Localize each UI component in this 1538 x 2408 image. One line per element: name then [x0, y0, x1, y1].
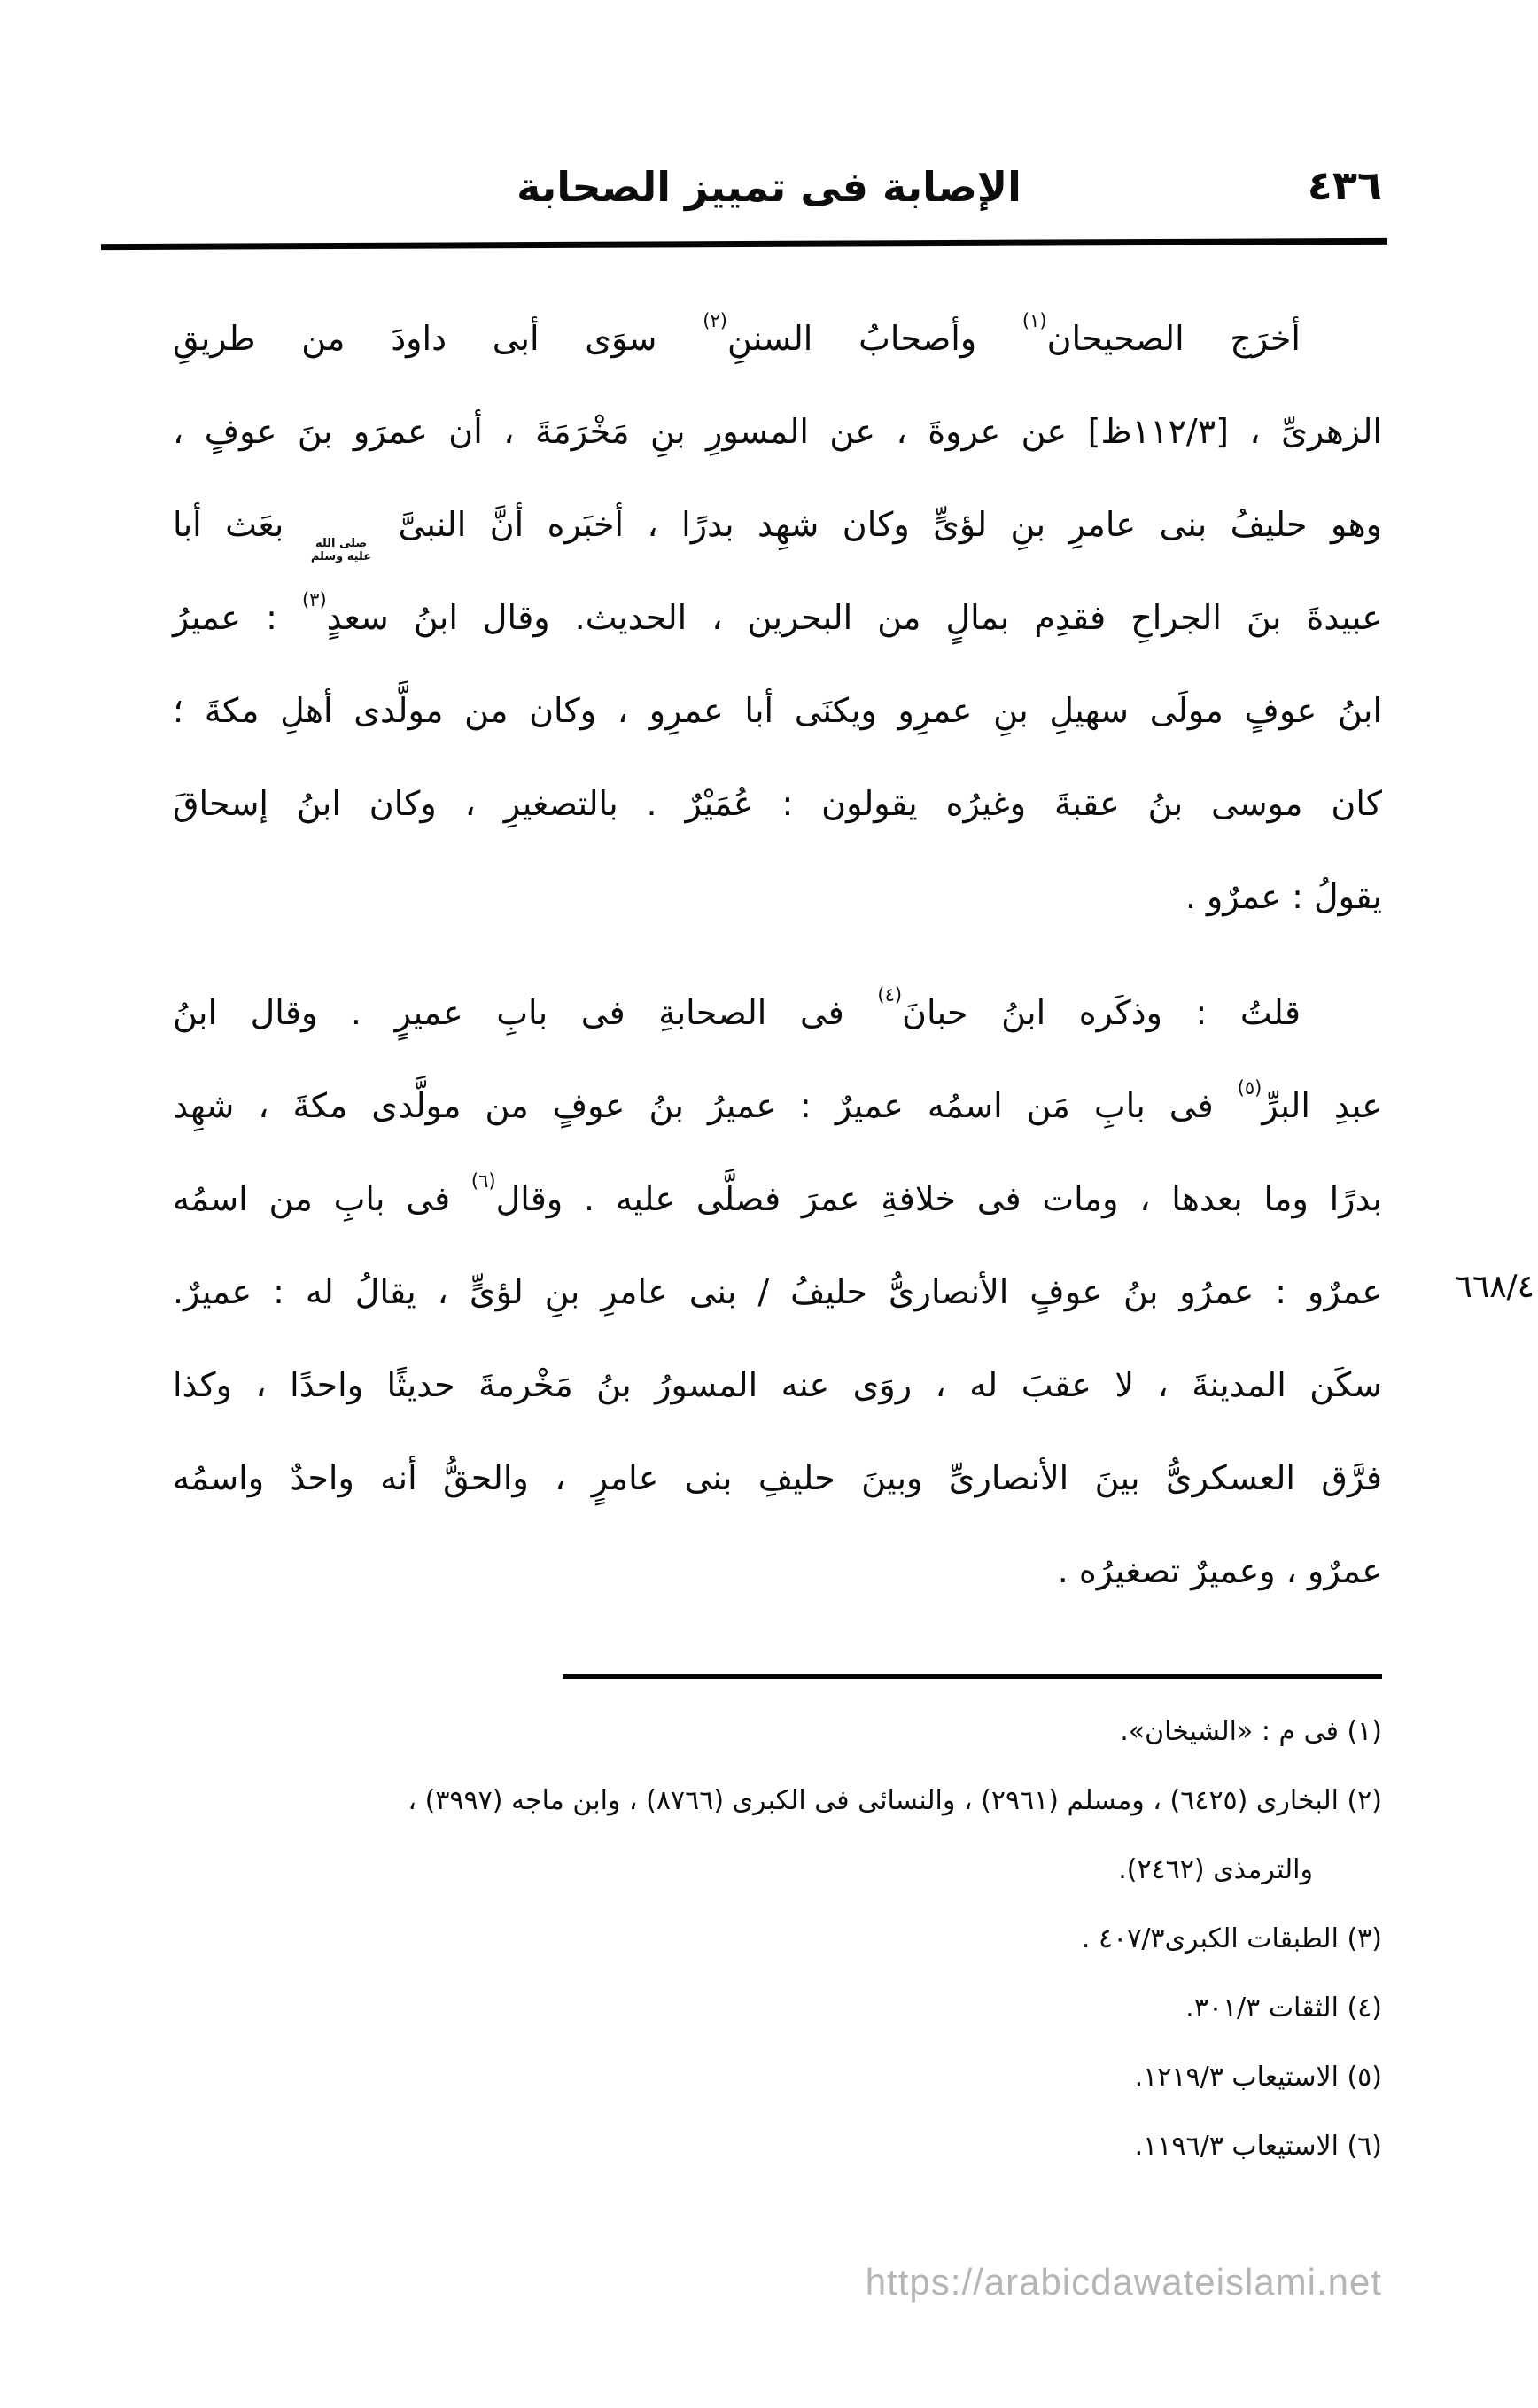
paragraph: [173, 967, 1382, 1618]
text-run: فى بابِ من اسمُه: [173, 1179, 471, 1218]
book-title-header: الإصابة فى تمييز الصحابة: [517, 163, 1021, 211]
body-line: [173, 1525, 1382, 1618]
footnote-marker: (٥): [1237, 1077, 1262, 1099]
text-run: الزهرىِّ ، [١١٢/٣ظ] عن عروةَ ، عن المسورِ بنِ مَخْرَمَةَ ، أن عمرَو بنَ عوفٍ ،: [173, 412, 1382, 451]
text-run: فرَّق العسكرىُّ بينَ الأنصارىِّ وبينَ حليفِ بنى عامرٍ ، والحقُّ أنه واحدٌ واسمُه: [173, 1458, 1382, 1497]
body-line: [173, 1246, 1382, 1339]
body-line: [173, 1060, 1382, 1153]
footnote-line: (٤) الثقات ٣٠١/٣.: [1185, 1992, 1382, 2023]
footnote-line: (٥) الاستيعاب ١٢١٩/٣.: [1134, 2062, 1382, 2093]
footnote-line: (١) فى م : «الشيخان».: [1120, 1716, 1382, 1747]
body-line: [173, 664, 1382, 757]
paragraph: [173, 292, 1382, 944]
body-text: [173, 292, 1382, 1618]
body-line: [173, 292, 1382, 385]
footnote-line: (٦) الاستيعاب ١١٩٦/٣.: [1134, 2131, 1382, 2162]
body-line: [173, 757, 1382, 851]
text-run: بعَث أبا: [173, 505, 307, 544]
text-run: فى الصحابةِ فى بابِ عميرٍ . وقال ابنُ: [173, 993, 878, 1032]
text-run: أخرَج الصحيحان: [1046, 319, 1301, 358]
body-line: [173, 1432, 1382, 1525]
page-number: ٤٣٦: [1307, 161, 1382, 209]
text-run: ابنُ عوفٍ مولَى سهيلِ بنِ عمرِو ويكنَى أبا عمرِو ، وكان من مولَّدى أهلِ مكةَ ؛: [173, 691, 1382, 730]
text-run: كان موسى بنُ عقبةَ وغيرُه يقولون : عُمَيْرٌ . بالتصغيرِ ، وكان ابنُ إسحاقَ: [173, 784, 1382, 823]
footnote-marker: (٦): [470, 1170, 496, 1192]
footnote-separator-rule: [563, 1674, 1382, 1679]
footnote-line: (٢) البخارى (٦٤٢٥) ، ومسلم (٢٩٦١) ، والنسائى فى الكبرى (٨٧٦٦) ، وابن ماجه (٣٩٩٧) ،: [408, 1785, 1382, 1816]
text-run: يقولُ : عمرٌو .: [1185, 877, 1382, 916]
text-run: فى بابِ مَن اسمُه عميرٌ : عميرُ بنُ عوفٍ من مولَّدى مكةَ ، شهِد: [173, 1086, 1238, 1125]
body-line: [173, 385, 1382, 478]
text-run: عمرٌو : عمرُو بنُ عوفٍ الأنصارىُّ حليفُ / بنى عامرِ بنِ لؤىٍّ ، يقالُ له : عميرٌ.: [173, 1272, 1382, 1311]
footnote-marker: (١): [1021, 310, 1047, 331]
body-line: [173, 967, 1382, 1060]
text-run: عمرٌو ، وعميرٌ تصغيرُه .: [1057, 1551, 1382, 1590]
footnote-line: (٣) الطبقات الكبرى٤٠٧/٣ .: [1081, 1923, 1382, 1954]
body-line: [173, 1339, 1382, 1432]
text-run: قلتُ : وذكَره ابنُ حبانَ: [902, 993, 1301, 1032]
footnote-marker: (٢): [703, 310, 727, 331]
body-line: [173, 851, 1382, 944]
text-run: سكَن المدينةَ ، لا عقبَ له ، روَى عنه المسورُ بنُ مَخْرمةَ حديثًا واحدًا ، وكذا: [173, 1365, 1382, 1404]
salla-allahu-alayhi-wa-sallam-symbol: صلى الله عليه وسلم: [310, 537, 372, 563]
body-line: [173, 478, 1382, 571]
body-line: [173, 571, 1382, 664]
text-run: وأصحابُ السننِ: [726, 319, 1022, 358]
text-run: سوَى أبى داودَ من طريقِ: [173, 319, 703, 358]
text-run: بدرًا وما بعدها ، ومات فى خلافةِ عمرَ فصلَّى عليه . وقال: [495, 1179, 1382, 1218]
footnotes: [159, 1697, 1382, 2181]
body-line: [173, 1153, 1382, 1246]
text-run: عبدِ البرِّ: [1262, 1086, 1382, 1125]
text-run: عبيدةَ بنَ الجراحِ فقدِم بمالٍ من البحرين ، الحديث. وقال ابنُ سعدٍ: [326, 598, 1382, 637]
footnote-marker: (٤): [877, 984, 903, 1006]
text-run: وهو حليفُ بنى عامرِ بنِ لؤىٍّ وكان شهِد بدرًا ، أخبَره أنَّ النبىَّ: [375, 505, 1383, 544]
text-run: : عميرُ: [173, 598, 302, 637]
watermark-url: https://arabicdawateislami.net: [865, 2261, 1382, 2303]
footnote-marker: (٣): [301, 589, 327, 610]
header-rule: [101, 238, 1387, 250]
margin-folio-note: ٦٦٨/٤: [1455, 1269, 1534, 1305]
footnote-line: والترمذى (٢٤٦٢).: [1118, 1854, 1313, 1885]
